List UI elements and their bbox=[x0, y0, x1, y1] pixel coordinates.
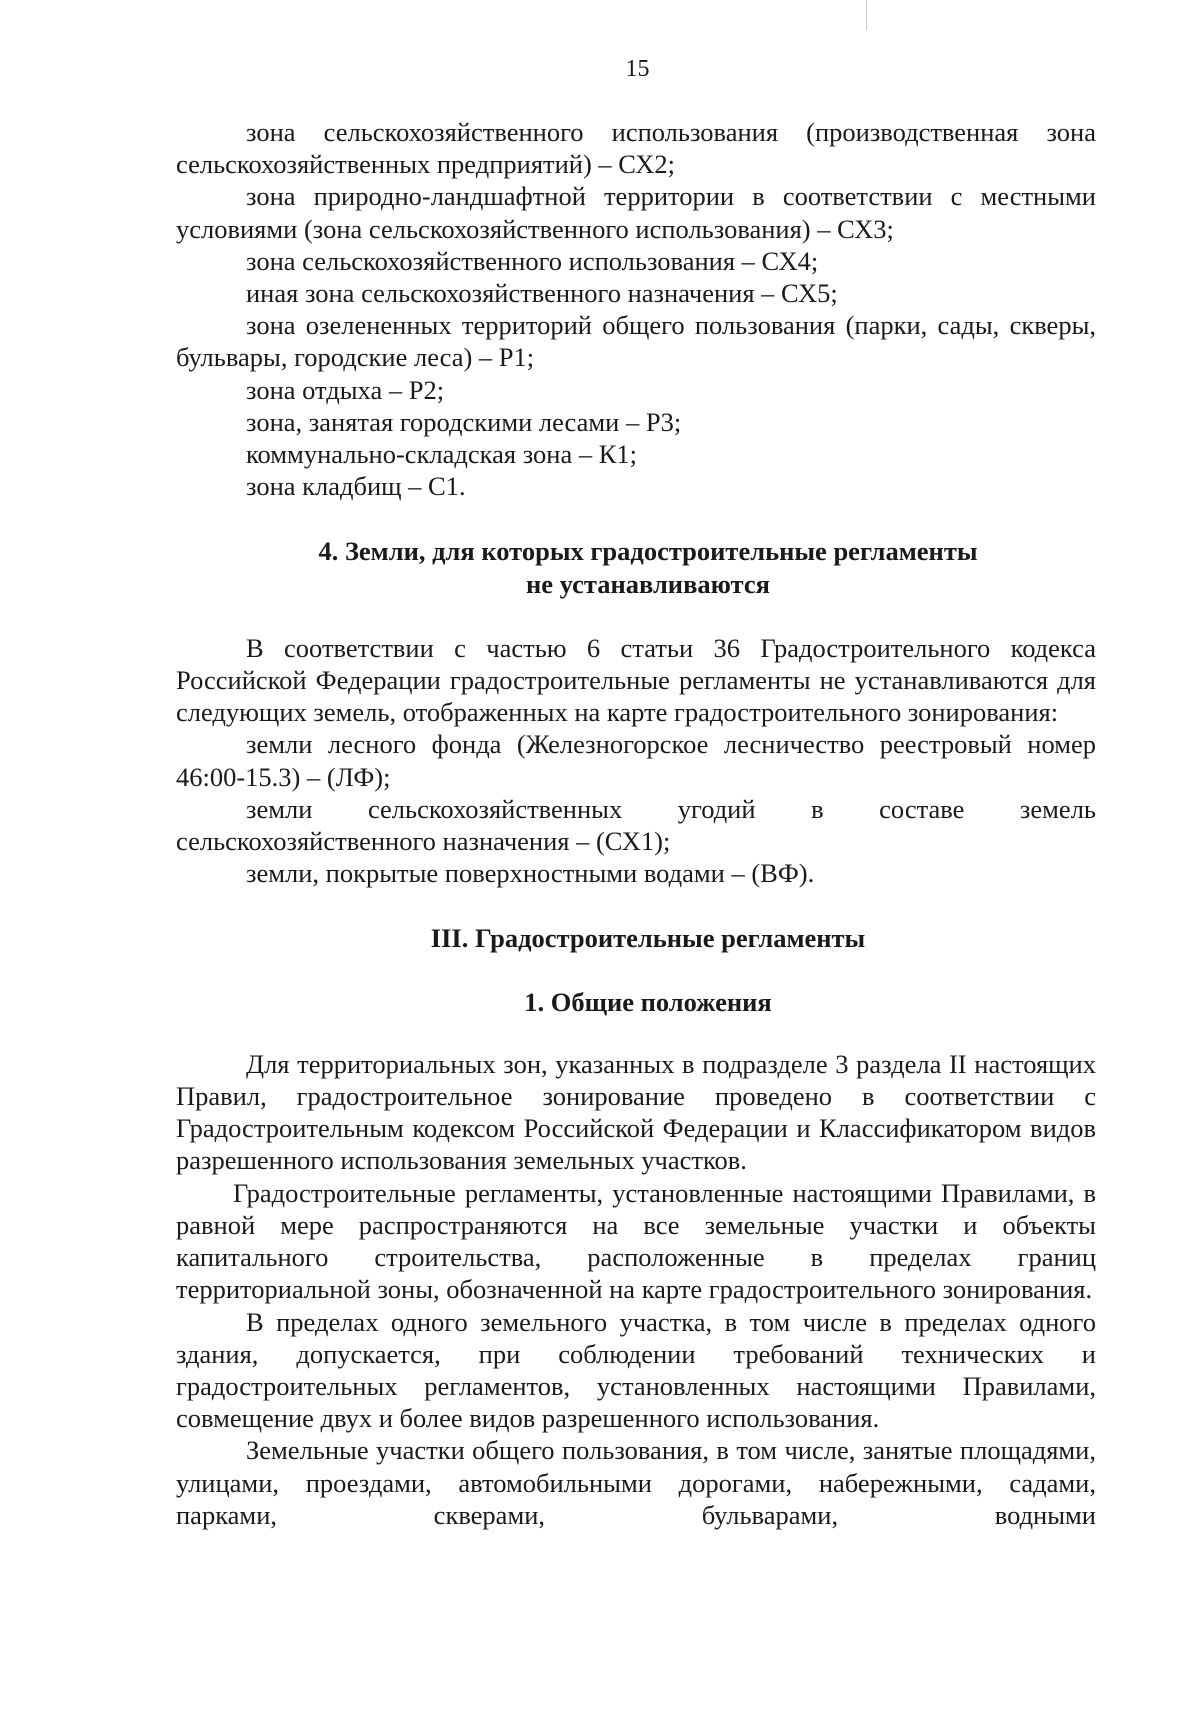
paragraph: В соответствии с частью 6 статьи 36 Градостроительного кодекса Российской Федерации градостроительные регламенты не устанавливаются для следующих земель, отображенных на карте градостроительного зонирования: bbox=[176, 632, 1096, 728]
section-4-heading bbox=[200, 535, 1096, 599]
zone-item: зона отдыха – Р2; bbox=[246, 374, 445, 405]
paragraph: Градостроительные регламенты, установленные настоящими Правилами, в равной мере распространяются на все земельные участки и объекты капитального строительства, расположенные в пределах границ территориальной зоны, обозначенной на карте градостроительного зонирования. bbox=[176, 1177, 1096, 1305]
paragraph: земли лесного фонда (Железногорское лесничество реестровый номер 46:00-15.3) – (ЛФ); bbox=[176, 729, 1096, 792]
section-3-heading: III. Градостроительные регламенты bbox=[430, 923, 866, 954]
paragraph: земли, покрытые поверхностными водами – (ВФ). bbox=[246, 858, 815, 889]
scan-edge-mark bbox=[866, 0, 867, 30]
zone-item: зона, занятая городскими лесами – Р3; bbox=[246, 406, 682, 437]
section-4-heading-line1: 4. Земли, для которых градостроительные регламенты bbox=[318, 536, 978, 567]
paragraph: Земельные участки общего пользования, в том числе, занятые площадями, улицами, проездами, автомобильными дорогами, набережными, садами, парками, скверами, бульварами, водными bbox=[176, 1435, 1096, 1530]
zones-list bbox=[176, 116, 1096, 502]
zone-item: зона природно-ландшафтной территории в соответствии с местными условиями (зона сельскохозяйственного использования) – СХ3; bbox=[176, 181, 1096, 244]
zone-item: иная зона сельскохозяйственного назначения – СХ5; bbox=[246, 278, 838, 309]
zone-item: зона сельскохозяйственного использования – СХ4; bbox=[246, 245, 819, 276]
page-content bbox=[176, 116, 1096, 1531]
page-number: 15 bbox=[625, 56, 650, 82]
paragraph: Для территориальных зон, указанных в подразделе 3 раздела II настоящих Правил, градостроительное зонирование проведено в соответствии с Градостроительным кодексом Российской Федерации и Классификатором видов разрешенного использования земельных участков. bbox=[176, 1048, 1096, 1176]
zone-item: зона озелененных территорий общего пользования (парки, сады, скверы, бульвары, городские леса) – Р1; bbox=[176, 310, 1096, 373]
zone-item: коммунально-складская зона – К1; bbox=[246, 439, 638, 470]
subsection-1-body bbox=[176, 1048, 1096, 1531]
zone-item: зона кладбищ – С1. bbox=[246, 471, 466, 502]
section-4-body bbox=[176, 632, 1096, 890]
section-4-heading-line2: не устанавливаются bbox=[526, 568, 770, 599]
subsection-1-heading: 1. Общие положения bbox=[524, 986, 772, 1017]
paragraph: В пределах одного земельного участка, в том числе в пределах одного здания, допускается, при соблюдении требований технических и градостроительных регламентов, установленных настоящими Правилами, совмещение двух и более видов разрешенного использования. bbox=[176, 1306, 1096, 1434]
zone-item: зона сельскохозяйственного использования (производственная зона сельскохозяйственных предприятий) – СХ2; bbox=[176, 117, 1096, 180]
paragraph: земли сельскохозяйственных угодий в составе земель сельскохозяйственного назначения – (СХ1); bbox=[176, 793, 1096, 857]
